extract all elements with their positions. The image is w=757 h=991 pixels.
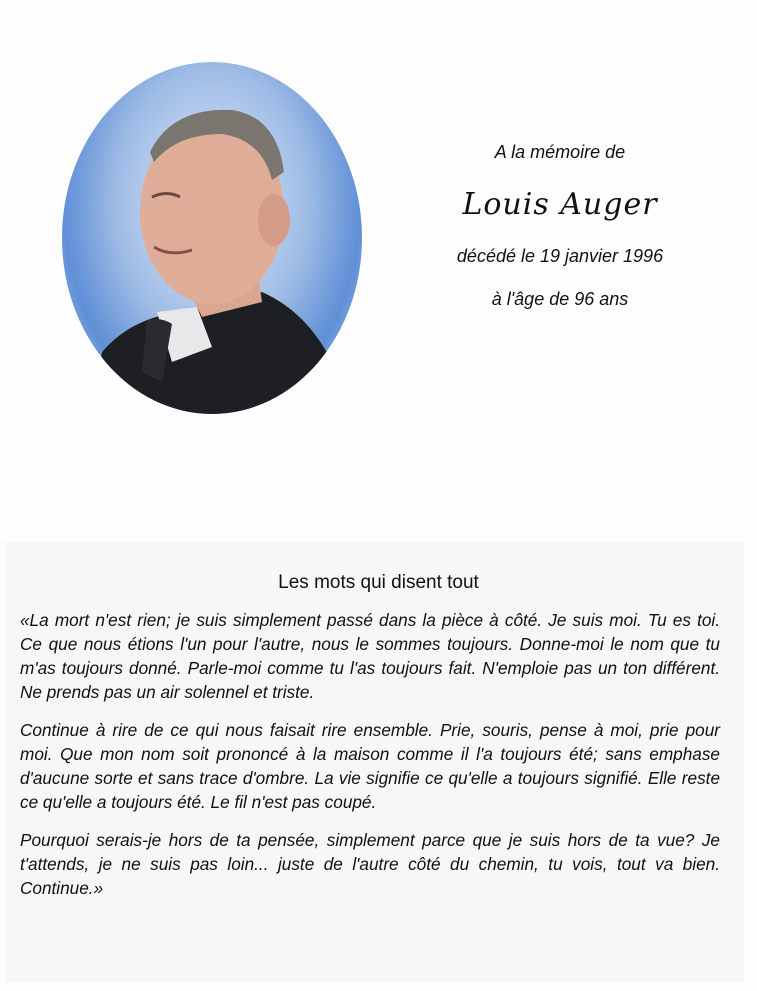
deceased-name: Louis Auger [462,187,658,222]
portrait-illustration [62,62,362,414]
poem-paragraph: Continue à rire de ce qui nous faisait rire ensemble. Prie, souris, pense à moi, prie pour moi. Que mon nom soit prononcé à la maison comme il l'a toujours été; sans emphase d'aucune sorte et sans trace d'ombre. La vie signifie ce qu'elle a toujours signifié. Elle reste ce qu'elle a toujours été. Le fil n'est pas coupé. [20,720,720,812]
memorial-intro: A la mémoire de [494,142,626,162]
portrait-photo [62,62,362,414]
age-at-death: à l'âge de 96 ans [491,289,629,309]
poem-body [20,608,720,914]
poem-paragraph: Pourquoi serais-je hors de ta pensée, simplement parce que je suis hors de ta vue? Je t'attends, je ne suis pas loin... juste de l'autre côté du chemin, tu vois, tout va bien. Continue.» [20,830,720,898]
poem-paragraph: «La mort n'est rien; je suis simplement passé dans la pièce à côté. Je suis moi. Tu es toi. Ce que nous étions l'un pour l'autre, nous le sommes toujours. Donne-moi le nom que tu m'as toujours donné. Parle-moi comme tu l'as toujours fait. N'emploie pas un ton différent. Ne prends pas un air solennel et triste. [20,610,720,702]
poem-title: Les mots qui disent tout [278,572,479,593]
death-date: décédé le 19 janvier 1996 [456,246,664,266]
memorial-text [400,140,720,310]
